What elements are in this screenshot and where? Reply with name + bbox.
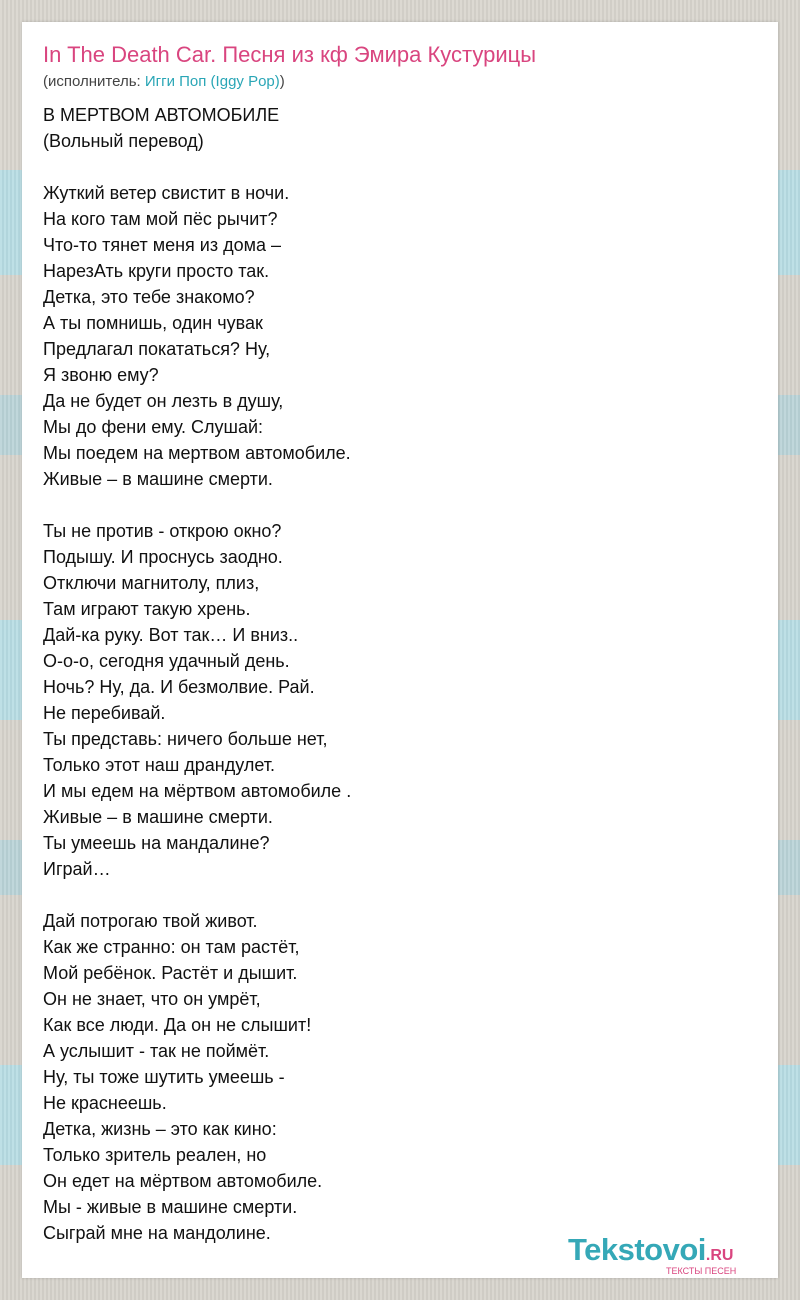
stanza-gap bbox=[43, 492, 743, 518]
artist-suffix: ) bbox=[279, 73, 285, 90]
lyric-line: Дай потрогаю твой живот. bbox=[43, 911, 258, 931]
artist-line bbox=[43, 73, 285, 90]
lyric-line: Да не будет он лезть в душу, bbox=[43, 391, 284, 411]
lyric-line: Он едет на мёртвом автомобиле. bbox=[43, 1171, 323, 1191]
lyric-line: Там играют такую хрень. bbox=[43, 599, 251, 619]
lyric-line: Ты умеешь на мандалине? bbox=[43, 833, 270, 853]
lyric-line: Играй… bbox=[43, 859, 111, 879]
lyric-line: Как же странно: он там растёт, bbox=[43, 937, 300, 957]
logo-tagline: ТЕКСТЫ ПЕСЕН bbox=[666, 1266, 737, 1276]
lyric-line: Ты не против - открою окно? bbox=[43, 521, 282, 541]
lyric-line: И мы едем на мёртвом автомобиле . bbox=[43, 781, 352, 801]
lyric-line: Сыграй мне на мандолине. bbox=[43, 1223, 271, 1243]
lyric-line: Только зритель реален, но bbox=[43, 1145, 267, 1165]
lyrics-text bbox=[43, 102, 743, 1246]
lyric-line: Что-то тянет меня из дома – bbox=[43, 235, 281, 255]
lyric-line: Мы поедем на мертвом автомобиле. bbox=[43, 443, 351, 463]
lyric-line: Жуткий ветер свистит в ночи. bbox=[43, 183, 290, 203]
lyric-line: Мы до фени ему. Слушай: bbox=[43, 417, 264, 437]
lyric-line: Живые – в машине смерти. bbox=[43, 469, 273, 489]
lyric-line: А услышит - так не поймёт. bbox=[43, 1041, 270, 1061]
lyric-line: Ну, ты тоже шутить умеешь - bbox=[43, 1067, 285, 1087]
lyric-line: НарезАть круги просто так. bbox=[43, 261, 270, 281]
lyric-line: Детка, это тебе знакомо? bbox=[43, 287, 255, 307]
lyric-line: Ты представь: ничего больше нет, bbox=[43, 729, 328, 749]
logo-main-text: Tekstovoi bbox=[568, 1232, 706, 1267]
lyric-line: Подышу. И проснусь заодно. bbox=[43, 547, 283, 567]
lyric-line: На кого там мой пёс рычит? bbox=[43, 209, 278, 229]
lyric-line: Ночь? Ну, да. И безмолвие. Рай. bbox=[43, 677, 315, 697]
artist-link[interactable]: Игги Поп (Iggy Pop) bbox=[144, 73, 280, 90]
lyric-line: Мы - живые в машине смерти. bbox=[43, 1197, 298, 1217]
lyric-line: Не краснеешь. bbox=[43, 1093, 167, 1113]
lyric-line: О-о-о, сегодня удачный день. bbox=[43, 651, 290, 671]
song-title: In The Death Car. Песня из кф Эмира Кустурицы bbox=[43, 42, 537, 67]
logo-wordmark bbox=[568, 1232, 733, 1268]
lyric-line: Я звоню ему? bbox=[43, 365, 159, 385]
lyric-line: Отключи магнитолу, плиз, bbox=[43, 573, 260, 593]
site-logo[interactable] bbox=[568, 1232, 774, 1278]
lyric-line: (Вольный перевод) bbox=[43, 131, 204, 151]
lyric-line: Только этот наш драндулет. bbox=[43, 755, 275, 775]
lyric-line: Дай-ка руку. Вот так… И вниз.. bbox=[43, 625, 299, 645]
lyric-line: Детка, жизнь – это как кино: bbox=[43, 1119, 277, 1139]
lyric-line: Предлагал покататься? Ну, bbox=[43, 339, 271, 359]
logo-tld-text: .RU bbox=[705, 1247, 734, 1264]
lyric-line: Он не знает, что он умрёт, bbox=[43, 989, 261, 1009]
lyrics-card bbox=[22, 22, 778, 1278]
stanza-gap bbox=[43, 154, 743, 180]
stanza-gap bbox=[43, 882, 743, 908]
lyric-line: Мой ребёнок. Растёт и дышит. bbox=[43, 963, 298, 983]
artist-prefix: (исполнитель: bbox=[43, 73, 145, 90]
lyric-line: В МЕРТВОМ АВТОМОБИЛЕ bbox=[43, 105, 280, 125]
lyric-line: Не перебивай. bbox=[43, 703, 166, 723]
lyric-line: Живые – в машине смерти. bbox=[43, 807, 273, 827]
lyric-line: А ты помнишь, один чувак bbox=[43, 313, 263, 333]
lyric-line: Как все люди. Да он не слышит! bbox=[43, 1015, 312, 1035]
